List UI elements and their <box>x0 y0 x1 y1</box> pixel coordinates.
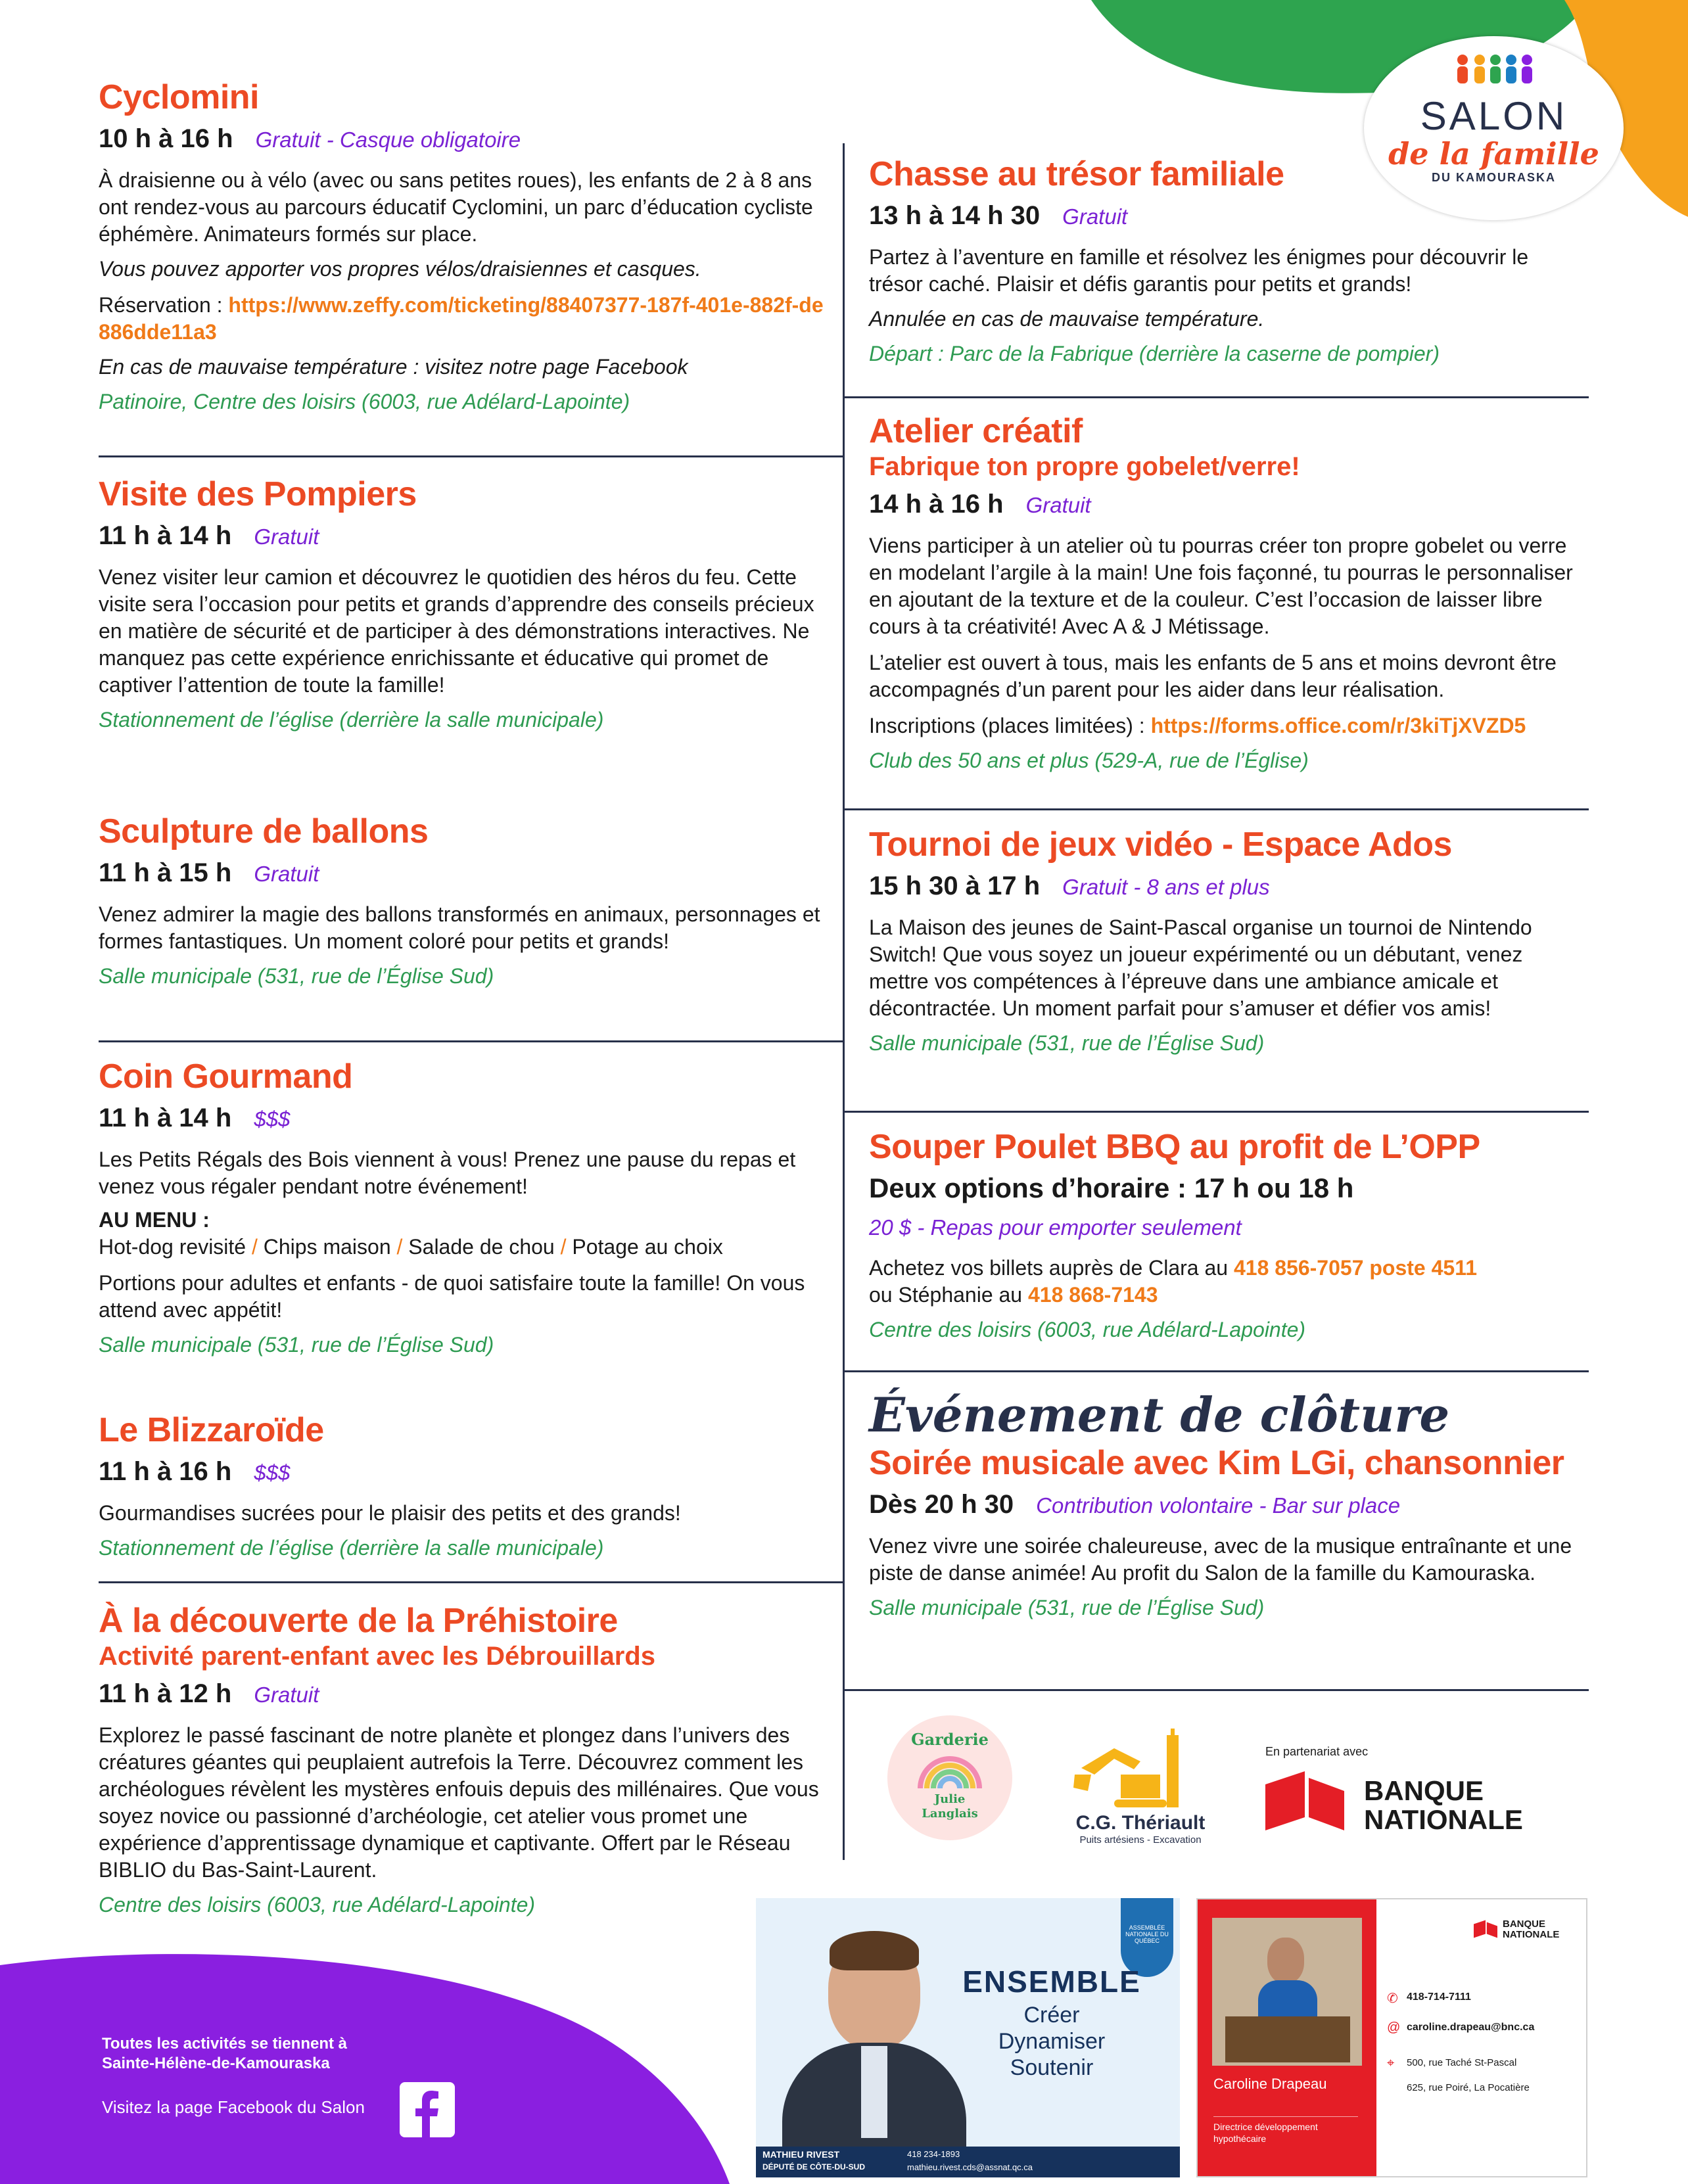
activity-tournoi <box>869 825 1579 1057</box>
activity-description <box>869 1255 1579 1309</box>
partner-block <box>1265 1745 1581 1844</box>
assemblee-label: ASSEMBLÉE NATIONALE DU QUÉBEC <box>1125 1924 1169 1944</box>
menu-label: AU MENU : <box>99 1208 210 1232</box>
logo-kamouraska: DU KAMOURASKA <box>1432 171 1556 184</box>
bank-name-line: NATIONALE <box>1503 1929 1560 1940</box>
reservation <box>99 292 828 346</box>
menu-separator: / <box>246 1235 264 1259</box>
activity-location: Centre des loisirs (6003, rue Adélard-Lapointe) <box>99 1893 536 1917</box>
bank-name-line: BANQUE <box>1364 1775 1484 1806</box>
slogan-word: Dynamiser <box>998 2029 1106 2054</box>
activity-location: Départ : Parc de la Fabrique (derrière la caserne de pompier) <box>869 342 1440 365</box>
activity-price: $$$ <box>254 1107 291 1131</box>
divider <box>99 455 843 457</box>
menu-item: Salade de chou <box>408 1235 555 1259</box>
activity-note: En cas de mauvaise température : visitez notre page Facebook <box>99 355 688 379</box>
activity-time: 11 h à 15 h <box>99 858 232 887</box>
drapeau-name: Caroline Drapeau <box>1213 2076 1327 2092</box>
purchase-text: Achetez vos billets auprès de Clara au <box>869 1256 1234 1280</box>
garderie-name: Langlais <box>922 1807 978 1821</box>
banque-nationale-icon <box>1474 1919 1497 1939</box>
divider <box>843 1111 1589 1113</box>
ensemble-title: ENSEMBLE <box>962 1964 1141 1999</box>
reservation-label: Réservation : <box>99 293 229 317</box>
activity-title: Atelier créatif <box>869 412 1083 450</box>
activity-title: Tournoi de jeux vidéo - Espace Ados <box>869 825 1452 864</box>
activity-description: Partez à l’aventure en famille et résolvez les énigmes pour découvrir le trésor caché. Plaisir et défis garantis pour petits et grands! <box>869 245 1529 296</box>
footer-location: Sainte-Hélène-de-Kamouraska <box>102 2055 330 2072</box>
menu-item: Hot-dog revisité <box>99 1235 246 1259</box>
column-divider <box>843 143 845 1860</box>
bank-name <box>1364 1777 1523 1834</box>
activity-price: Gratuit <box>254 1683 319 1707</box>
banque-nationale-icon <box>1265 1771 1344 1830</box>
activity-location: Stationnement de l’église (derrière la salle municipale) <box>99 708 604 732</box>
drapeau-phone[interactable]: 418-714-7111 <box>1407 1991 1471 2003</box>
menu-separator: / <box>390 1235 409 1259</box>
rainbow-icon <box>914 1750 986 1790</box>
phone-stephanie[interactable]: 418 868-7143 <box>1027 1283 1158 1307</box>
rivest-phone[interactable]: 418 234-1893 <box>907 2149 960 2159</box>
activity-price: Gratuit <box>254 524 319 549</box>
footer-info <box>102 2034 431 2118</box>
activity-ballons <box>99 812 828 990</box>
activity-description: La Maison des jeunes de Saint-Pascal organise un tournoi de Nintendo Switch! Que vous soyez un joueur expérimenté ou un débutant, venez mettre vos compétences à l’épreuve dans une ambiance amicale et décontractée. Un moment parfait pour s’amuser et défier vos amis! <box>869 916 1532 1020</box>
activity-description: Explorez le passé fascinant de notre planète et plongez dans l’univers des créatures géantes qui peuplaient autrefois la Terre. Découvrez comment les archéologues révèlent les mystères enfouis depuis des millénaires. Que vous soyez novice ou passionné d’archéologie, cet atelier vous promet une expérience d’apprentissage dynamique et captivante. Offert par le Réseau BIBLIO du Bas-Saint-Laurent. <box>99 1723 819 1882</box>
inscriptions <box>869 712 1579 739</box>
rivest-name: MATHIEU RIVEST <box>762 2149 840 2160</box>
activity-time: 11 h à 14 h <box>99 1104 232 1132</box>
garderie-name: Julie <box>934 1792 966 1806</box>
divider <box>843 808 1589 810</box>
inscriptions-link[interactable]: https://forms.office.com/r/3kiTjXVZD5 <box>1150 714 1526 737</box>
activity-title: Souper Poulet BBQ au profit de L’OPP <box>869 1128 1480 1166</box>
location-pin-icon: ⌖ <box>1387 2056 1395 2070</box>
activity-price: $$$ <box>254 1460 291 1485</box>
activity-location: Stationnement de l’église (derrière la salle municipale) <box>99 1536 604 1560</box>
phone-clara[interactable]: 418 856-7057 poste 4511 <box>1233 1256 1478 1280</box>
bank-name-line: BANQUE <box>1503 1918 1546 1930</box>
portrait <box>1212 1918 1362 2066</box>
activity-time: 10 h à 16 h <box>99 124 233 153</box>
activity-location: Patinoire, Centre des loisirs (6003, rue Adélard-Lapointe) <box>99 390 630 413</box>
slogan-word: Soutenir <box>1010 2055 1094 2080</box>
activity-title: Coin Gourmand <box>99 1057 353 1096</box>
garderie-logo <box>887 1715 1012 1840</box>
divider <box>843 1370 1589 1372</box>
phone-icon: ✆ <box>1387 1991 1398 2006</box>
drapeau-email[interactable]: caroline.drapeau@bnc.ca <box>1407 2022 1535 2033</box>
menu-item: Potage au choix <box>572 1235 723 1259</box>
activity-cyclomini <box>99 78 828 415</box>
activity-price: Gratuit - Casque obligatoire <box>255 128 521 152</box>
activity-price: Gratuit - 8 ans et plus <box>1062 875 1270 899</box>
activity-title: Soirée musicale avec Kim LGi, chansonnier <box>869 1444 1564 1482</box>
activity-description: À draisienne ou à vélo (avec ou sans petites roues), les enfants de 2 à 8 ans ont rendez-vous au parcours éducatif Cyclomini, un parc d’éducation cycliste éphémère. Animateurs formés sur place. <box>99 168 813 246</box>
rivest-email[interactable]: mathieu.rivest.cds@assnat.qc.ca <box>907 2162 1033 2172</box>
logo-salon: SALON <box>1420 94 1568 138</box>
activity-cloture <box>869 1387 1579 1621</box>
activity-description: Viens participer à un atelier où tu pourras créer ton propre gobelet ou verre en modelant l’argile à la main! Une fois façonné, tu pourras le personnaliser en ajoutant de la texture et de la couleur. C’est l’occasion de laisser libre cours à ta créativité! Avec A & J Métissage. <box>869 534 1573 638</box>
activity-note: Annulée en cas de mauvaise température. <box>869 307 1265 331</box>
menu-item: Chips maison <box>263 1235 391 1259</box>
activity-description: Gourmandises sucrées pour le plaisir des petits et des grands! <box>99 1501 681 1525</box>
activity-description: L’atelier est ouvert à tous, mais les enfants de 5 ans et moins devront être accompagnés d’un parent pour les aider dans leur réalisation. <box>869 651 1557 701</box>
activity-coin-gourmand <box>99 1057 828 1359</box>
activity-subtitle: Deux options d’horaire : 17 h ou 18 h <box>869 1173 1354 1203</box>
theriault-name: C.G. Thériault <box>1075 1812 1206 1834</box>
activity-title: Sculpture de ballons <box>99 812 429 850</box>
slogan <box>940 2002 1163 2081</box>
footer-facebook-text[interactable]: Visitez la page Facebook du Salon <box>102 2097 365 2117</box>
activity-souper-bbq <box>869 1127 1579 1343</box>
drapeau-role: Directrice développement hypothécaire <box>1213 2116 1358 2145</box>
activity-time: 14 h à 16 h <box>869 490 1004 519</box>
activity-location: Centre des loisirs (6003, rue Adélard-Lapointe) <box>869 1318 1306 1341</box>
activity-location: Salle municipale (531, rue de l’Église Sud) <box>869 1031 1265 1055</box>
activity-atelier-creatif <box>869 411 1579 774</box>
logo-famille: de la famille <box>1388 136 1599 172</box>
activity-description: Venez admirer la magie des ballons transformés en animaux, personnages et formes fantastiques. Un moment coloré pour petits et grands! <box>99 902 820 953</box>
activity-description: Portions pour adultes et enfants - de quoi satisfaire toute la famille! On vous attend avec appétit! <box>99 1271 805 1322</box>
purchase-text: ou Stéphanie au <box>869 1283 1028 1307</box>
theriault-tagline: Puits artésiens - Excavation <box>1079 1834 1202 1846</box>
ad-rivest <box>756 1898 1180 2177</box>
partner-label: En partenariat avec <box>1265 1745 1369 1758</box>
facebook-icon[interactable] <box>400 2082 455 2137</box>
activity-title: Cyclomini <box>99 78 259 116</box>
activity-subtitle: Activité parent-enfant avec les Débrouillards <box>99 1642 655 1671</box>
activity-price: Gratuit <box>1025 493 1091 517</box>
drapeau-address: 625, rue Poiré, La Pocatière <box>1407 2082 1530 2093</box>
activity-description: Venez visiter leur camion et découvrez le quotidien des héros du feu. Cette visite sera l’occasion pour petits et grands d’apprendre des conseils précieux en matière de sécurité et de participer à des démonstrations interactives. Ne manquez pas cette expérience enrichissante et éducative qui promet de captiver l’attention de toute la famille! <box>99 565 814 697</box>
divider <box>843 1689 1589 1691</box>
divider <box>843 396 1589 398</box>
activity-title: Visite des Pompiers <box>99 475 417 513</box>
drapeau-red-panel <box>1198 1899 1376 2177</box>
drapeau-bank-name <box>1503 1919 1559 1940</box>
activity-title: À la découverte de la Préhistoire <box>99 1602 618 1640</box>
activity-price: Gratuit <box>254 862 319 886</box>
activity-prehistoire <box>99 1601 828 1918</box>
family-figures-icon <box>1448 53 1540 93</box>
activity-location: Club des 50 ans et plus (529-A, rue de l’Église) <box>869 749 1309 772</box>
activity-description: Venez vivre une soirée chaleureuse, avec de la musique entraînante et une piste de danse animée! Au profit du Salon de la famille du Kamouraska. <box>869 1534 1572 1585</box>
drapeau-address: 500, rue Taché St-Pascal <box>1407 2057 1517 2068</box>
rivest-nameplate <box>756 2147 1180 2177</box>
activity-time: Dès 20 h 30 <box>869 1490 1014 1519</box>
reservation-link[interactable]: https://www.zeffy.com/ticketing/88407377-187f-401e-882f-de886dde11a3 <box>99 293 824 344</box>
activity-description: Les Petits Régals des Bois viennent à vous! Prenez une pause du repas et venez vous régaler pendant notre événement! <box>99 1148 796 1198</box>
activity-price: Contribution volontaire - Bar sur place <box>1036 1493 1401 1518</box>
activity-chasse-tresor <box>869 154 1579 367</box>
email-icon: @ <box>1387 2020 1401 2035</box>
footer-location: Toutes les activités se tiennent à <box>102 2035 348 2053</box>
activity-subtitle: Fabrique ton propre gobelet/verre! <box>869 452 1300 481</box>
bank-name-line: NATIONALE <box>1364 1804 1523 1835</box>
activity-title: Chasse au trésor familiale <box>869 155 1284 193</box>
activity-location: Salle municipale (531, rue de l’Église Sud) <box>99 1333 494 1357</box>
garderie-title: Garderie <box>911 1730 989 1749</box>
activity-location: Salle municipale (531, rue de l’Église Sud) <box>869 1596 1265 1619</box>
activity-price: 20 $ - Repas pour emporter seulement <box>869 1215 1242 1240</box>
ad-drapeau <box>1196 1898 1587 2177</box>
activity-time: 11 h à 12 h <box>99 1679 232 1708</box>
closing-heading: Événement de clôture <box>869 1387 1450 1443</box>
activity-blizzaroide <box>99 1410 828 1562</box>
slogan-word: Créer <box>1023 2003 1080 2028</box>
activity-price: Gratuit <box>1062 204 1128 229</box>
theriault-logo <box>1065 1729 1216 1853</box>
menu-list <box>99 1234 828 1261</box>
divider <box>99 1040 843 1042</box>
activity-pompiers <box>99 475 828 733</box>
inscriptions-label: Inscriptions (places limitées) : <box>869 714 1151 737</box>
activity-title: Le Blizzaroïde <box>99 1411 324 1449</box>
divider <box>99 1581 843 1583</box>
activity-time: 11 h à 16 h <box>99 1457 232 1486</box>
activity-note: Vous pouvez apporter vos propres vélos/draisiennes et casques. <box>99 257 701 281</box>
activity-time: 15 h 30 à 17 h <box>869 871 1041 900</box>
rivest-role: DÉPUTÉ DE CÔTE-DU-SUD <box>762 2162 866 2172</box>
excavator-icon <box>1068 1729 1213 1814</box>
activity-time: 11 h à 14 h <box>99 521 232 550</box>
activity-time: 13 h à 14 h 30 <box>869 201 1041 230</box>
activity-location: Salle municipale (531, rue de l’Église Sud) <box>99 964 494 988</box>
menu-separator: / <box>554 1235 573 1259</box>
